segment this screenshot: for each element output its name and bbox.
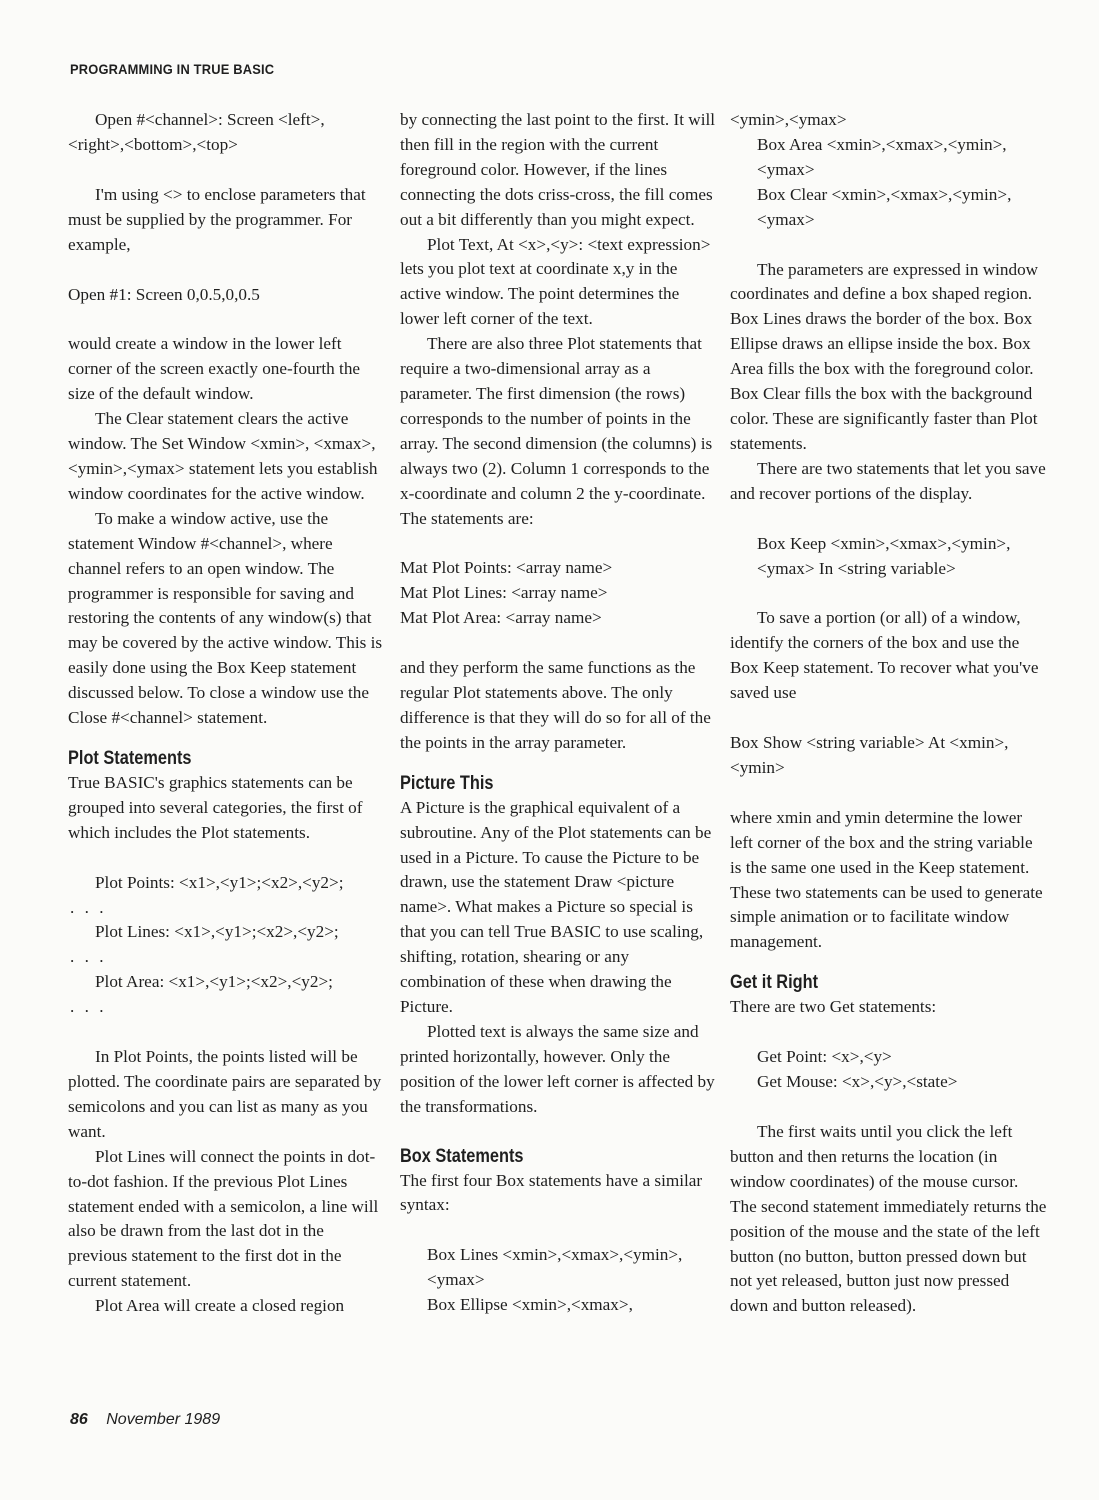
paragraph: The parameters are expressed in window coordinates and define a box shaped region. Box Lines draws the border of the box. Box Ellipse draws an ellipse inside the box. Box Area fills the box with the foreground color. Box Clear fills the box with the background color. These are significantly faster than Plot statements. bbox=[730, 259, 1039, 453]
paragraph: and they perform the same functions as the regular Plot statements above. The only difference is that they will do so for all of the the points in the array parameter. bbox=[400, 658, 711, 752]
code-line: Box Keep <xmin>,<xmax>,<ymin>, <ymax> In <string variable> bbox=[757, 533, 1011, 578]
paragraph: by connecting the last point to the first. It will then fill in the region with the current foreground color. However, if the lines connecting the dots criss-cross, the fill comes out a bit differently than you might expect. bbox=[400, 110, 716, 229]
code-line: Box Show <string variable> At <xmin>, <ymin> bbox=[730, 733, 1009, 777]
paragraph: There are two Get statements: bbox=[730, 997, 937, 1017]
paragraph: In Plot Points, the points listed will be plotted. The coordinate pairs are separated by semicolons and you can list as many as you want. bbox=[68, 1047, 382, 1141]
paragraph: I'm using <> to enclose parameters that must be supplied by the programmer. For example, bbox=[68, 184, 366, 254]
section-heading: Plot Statements bbox=[68, 747, 192, 769]
ellipsis: . . . bbox=[70, 897, 107, 917]
paragraph: Plotted text is always the same size and printed horizontally, however. Only the position of the lower left corner is affected by the transformations. bbox=[400, 1021, 715, 1116]
code-line: Mat Plot Area: <array name> bbox=[400, 608, 602, 628]
code-line: Box Lines <xmin>,<xmax>,<ymin>, <ymax> bbox=[427, 1245, 683, 1290]
ellipsis: . . . bbox=[70, 997, 107, 1017]
ellipsis: . . . bbox=[70, 947, 107, 967]
section-heading: Box Statements bbox=[400, 1145, 524, 1167]
page-number: 86 bbox=[70, 1411, 88, 1428]
code-line: Open #1: Screen 0,0.5,0,0.5 bbox=[68, 284, 260, 304]
paragraph: Open #<channel>: Screen <left>, bbox=[95, 110, 325, 129]
running-head: PROGRAMMING IN TRUE BASIC bbox=[70, 61, 275, 77]
code-line: Box Clear <xmin>,<xmax>,<ymin>, <ymax> bbox=[757, 184, 1012, 229]
paragraph: would create a window in the lower left corner of the screen exactly one-fourth the size of the default window. bbox=[68, 334, 361, 404]
paragraph: A Picture is the graphical equivalent of a subroutine. Any of the Plot statements can be used in a Picture. To cause the Picture to be drawn, use the statement Draw <picture name>. What makes a Picture so special is that you can tell True BASIC to use scaling, shifting, rotation, shearing or any combination of these when drawing the Picture. bbox=[400, 797, 712, 1016]
code-line: Mat Plot Points: <array name> bbox=[400, 558, 613, 578]
paragraph: There are also three Plot statements that require a two-dimensional array as a parameter. The first dimension (the rows) corresponds to the number of points in the array. The second dimension (the columns) is always two (2). Column 1 corresponds to the x-coordinate and column 2 the y-coordinate. The statements are: bbox=[400, 334, 713, 528]
code-line: Box Ellipse <xmin>,<xmax>, bbox=[427, 1295, 633, 1315]
paragraph: The first waits until you click the left button and then returns the location (in window coordinates) of the mouse cursor. The second statement immediately returns the position of the mouse and the state of the left button (no button, button pressed down but not yet released, button just now pressed down and button released). bbox=[730, 1122, 1047, 1316]
paragraph: Plot Lines will connect the points in dot-to-dot fashion. If the previous Plot Lines statement ended with a semicolon, a line will also be drawn from the last dot in the previous statement to the first dot in the current statement. bbox=[68, 1146, 379, 1291]
issue-date: November 1989 bbox=[106, 1411, 221, 1428]
section-heading: Picture This bbox=[400, 772, 494, 794]
column-2 bbox=[400, 108, 718, 1318]
paragraph: Plot Text, At <x>,<y>: <text expression> lets you plot text at coordinate x,y in the active window. The point determines the lower left corner of the text. bbox=[400, 234, 711, 329]
code-line: Plot Area: <x1>,<y1>;<x2>,<y2>; bbox=[95, 972, 333, 992]
paragraph: To save a portion (or all) of a window, identify the corners of the box and use the Box Keep statement. To recover what you've saved use bbox=[730, 608, 1039, 703]
paragraph: Plot Area will create a closed region bbox=[95, 1296, 345, 1316]
code-line: Get Mouse: <x>,<y>,<state> bbox=[757, 1072, 958, 1092]
page-footer bbox=[70, 1411, 220, 1429]
code-line: <ymin>,<ymax> bbox=[730, 110, 847, 129]
column-1 bbox=[68, 108, 386, 1319]
paragraph: True BASIC's graphics statements can be grouped into several categories, the first of which includes the Plot statements. bbox=[68, 772, 363, 842]
section-heading: Get it Right bbox=[730, 972, 819, 994]
paragraph: where xmin and ymin determine the lower left corner of the box and the string variable is the same one used in the Keep statement. These two statements can be used to generate simple animation or to facilitate window management. bbox=[730, 807, 1043, 952]
code-line: Get Point: <x>,<y> bbox=[757, 1047, 892, 1067]
paragraph: The first four Box statements have a similar syntax: bbox=[400, 1170, 703, 1215]
column-3 bbox=[730, 108, 1048, 1319]
code-line: Plot Points: <x1>,<y1>;<x2>,<y2>; bbox=[95, 872, 344, 892]
code-line: Mat Plot Lines: <array name> bbox=[400, 583, 608, 603]
paragraph: The Clear statement clears the active window. The Set Window <xmin>, <xmax>,<ymin>,<ymax> statement lets you establish window coordinates for the active window. bbox=[68, 409, 378, 503]
code-line: Box Area <xmin>,<xmax>,<ymin>, <ymax> bbox=[757, 134, 1007, 179]
paragraph: There are two statements that let you save and recover portions of the display. bbox=[730, 458, 1046, 503]
paragraph: To make a window active, use the statement Window #<channel>, where channel refers to an open window. The programmer is responsible for saving and restoring the contents of any window(s) that may be covered by the active window. This is easily done using the Box Keep statement discussed below. To close a window use the Close #<channel> statement. bbox=[68, 508, 383, 728]
code-line: Plot Lines: <x1>,<y1>;<x2>,<y2>; bbox=[95, 922, 339, 942]
paragraph: <right>,<bottom>,<top> bbox=[68, 134, 238, 154]
